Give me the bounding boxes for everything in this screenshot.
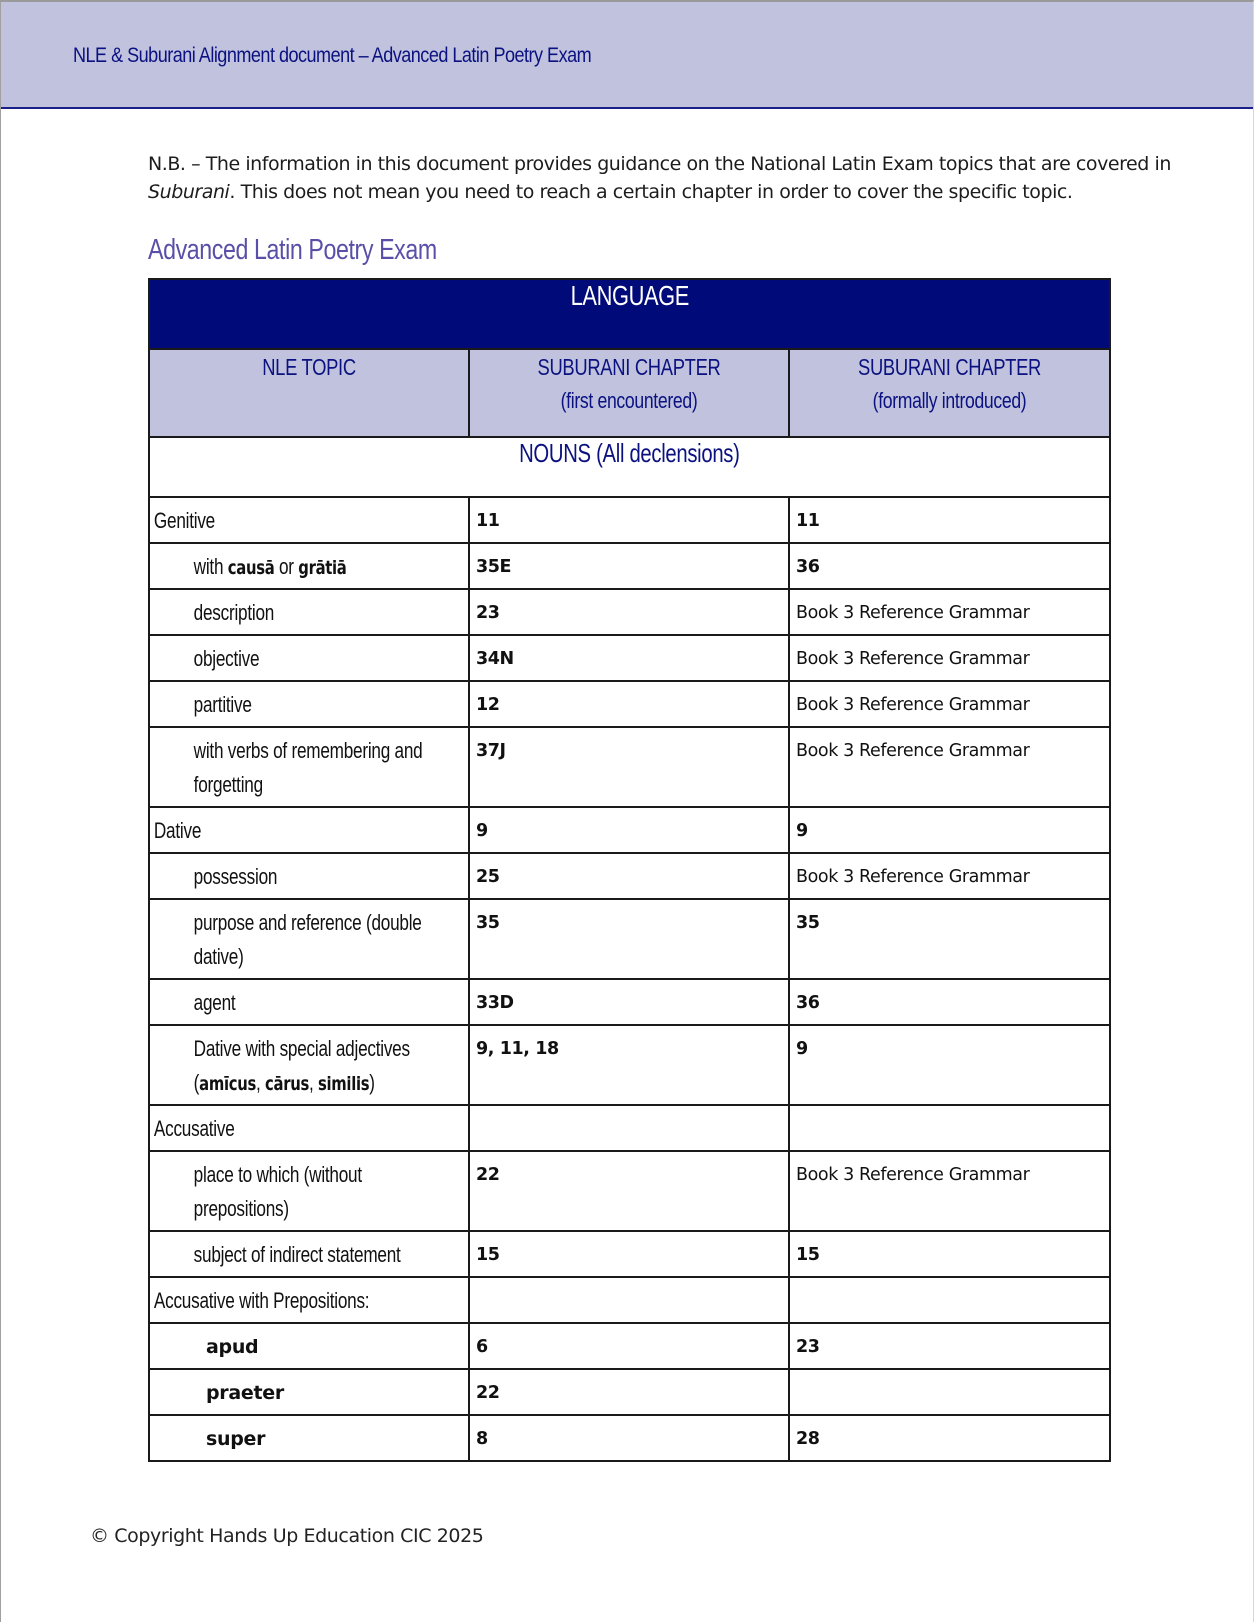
first-encountered-cell <box>469 1323 789 1369</box>
topic-label: agent <box>193 990 236 1015</box>
topic-cell <box>149 497 469 543</box>
formally-introduced-cell <box>789 1025 1110 1105</box>
formally-introduced-cell <box>789 1277 1110 1323</box>
column-headers <box>149 349 1110 437</box>
first-encountered-cell <box>469 1105 789 1151</box>
formally-introduced-cell <box>789 1415 1110 1461</box>
section-title: Advanced Latin Poetry Exam <box>148 234 437 266</box>
first-encountered-cell <box>469 589 789 635</box>
first-encountered-cell <box>469 1415 789 1461</box>
topic-label: Dative <box>153 818 202 843</box>
note-suffix: . This does not mean you need to reach a certain chapter in order to cover the specific topic. <box>229 181 1073 203</box>
first-encountered-cell <box>469 807 789 853</box>
chapter-value: 8 <box>476 1429 488 1449</box>
topic-label: with verbs of remembering and forgetting <box>193 738 423 797</box>
formally-introduced-cell <box>789 543 1110 589</box>
topic-label: super <box>206 1428 266 1450</box>
document-title: NLE & Suburani Alignment document – Advanced Latin Poetry Exam <box>73 44 592 67</box>
chapter-value: 6 <box>476 1337 488 1357</box>
first-encountered-cell <box>469 1025 789 1105</box>
chapter-value: 11 <box>476 511 500 531</box>
note-prefix: N.B. – The information in this document provides guidance on the National Latin Exam topics that are covered in <box>148 153 1171 175</box>
topic-cell <box>149 899 469 979</box>
first-encountered-cell <box>469 899 789 979</box>
topic-label: objective <box>193 646 260 671</box>
topic-label: description <box>193 600 275 625</box>
alignment-table <box>148 278 1111 1462</box>
topic-label: purpose and reference (double dative) <box>193 910 422 969</box>
chapter-value: 36 <box>796 557 820 577</box>
topic-label: place to which (without prepositions) <box>193 1162 362 1221</box>
chapter-value: 33D <box>476 993 514 1013</box>
chapter-value <box>790 1370 1109 1383</box>
chapter-value: Book 3 Reference Grammar <box>796 741 1030 761</box>
chapter-value: 22 <box>476 1383 500 1403</box>
chapter-value: 36 <box>796 993 820 1013</box>
first-encountered-cell <box>469 681 789 727</box>
chapter-value: 11 <box>796 511 820 531</box>
first-encountered-cell <box>469 1277 789 1323</box>
chapter-value: 15 <box>476 1245 500 1265</box>
chapter-value: 35 <box>796 913 820 933</box>
first-encountered-cell <box>469 543 789 589</box>
guidance-note <box>148 150 1208 206</box>
topic-label: Genitive <box>153 508 215 533</box>
topic-cell <box>149 979 469 1025</box>
first-encountered-cell <box>469 979 789 1025</box>
formally-introduced-cell <box>789 1231 1110 1277</box>
table-row <box>149 1025 1110 1105</box>
chapter-value: 35 <box>476 913 500 933</box>
topic-cell <box>149 589 469 635</box>
first-encountered-cell <box>469 727 789 807</box>
chapter-value: Book 3 Reference Grammar <box>796 695 1030 715</box>
topic-cell <box>149 727 469 807</box>
chapter-value <box>790 1106 1109 1119</box>
chapter-value: Book 3 Reference Grammar <box>796 1165 1030 1185</box>
first-encountered-cell <box>469 1231 789 1277</box>
chapter-value: 15 <box>796 1245 820 1265</box>
topic-cell <box>149 853 469 899</box>
table-row <box>149 853 1110 899</box>
topic-label: with causā or grātiā <box>193 554 347 579</box>
formally-introduced-cell <box>789 899 1110 979</box>
topic-label: Accusative with Prepositions: <box>153 1288 370 1313</box>
chapter-value: 37J <box>476 741 506 761</box>
chapter-value: 23 <box>796 1337 820 1357</box>
table-row <box>149 727 1110 807</box>
topic-label: praeter <box>206 1382 284 1404</box>
formally-introduced-cell <box>789 807 1110 853</box>
topic-cell <box>149 1415 469 1461</box>
table-row <box>149 589 1110 635</box>
topic-cell <box>149 1105 469 1151</box>
table-row <box>149 1277 1110 1323</box>
note-italic: Suburani <box>148 181 230 203</box>
table-row <box>149 1231 1110 1277</box>
table-row <box>149 1369 1110 1415</box>
chapter-value: 22 <box>476 1165 500 1185</box>
chapter-value: Book 3 Reference Grammar <box>796 603 1030 623</box>
first-encountered-cell <box>469 1151 789 1231</box>
table-row <box>149 807 1110 853</box>
formally-introduced-cell <box>789 1151 1110 1231</box>
column-header-topic: NLE TOPIC <box>149 349 469 437</box>
first-encountered-cell <box>469 853 789 899</box>
chapter-value: Book 3 Reference Grammar <box>796 867 1030 887</box>
chapter-value <box>470 1278 788 1291</box>
formally-introduced-cell <box>789 681 1110 727</box>
chapter-value: 9 <box>476 821 488 841</box>
formally-introduced-cell <box>789 853 1110 899</box>
topic-cell <box>149 807 469 853</box>
formally-introduced-cell <box>789 497 1110 543</box>
page-header <box>1 2 1253 109</box>
topic-cell <box>149 1369 469 1415</box>
table-row <box>149 497 1110 543</box>
formally-introduced-cell <box>789 1369 1110 1415</box>
topic-label: Accusative <box>153 1116 235 1141</box>
first-encountered-cell <box>469 1369 789 1415</box>
topic-cell <box>149 543 469 589</box>
chapter-value <box>790 1278 1109 1291</box>
table-row <box>149 979 1110 1025</box>
formally-introduced-cell <box>789 1323 1110 1369</box>
table-row <box>149 681 1110 727</box>
chapter-value: 9, 11, 18 <box>476 1039 559 1059</box>
chapter-value: 9 <box>796 821 808 841</box>
topic-cell <box>149 635 469 681</box>
topic-cell <box>149 681 469 727</box>
table-row <box>149 635 1110 681</box>
chapter-value: 25 <box>476 867 500 887</box>
topic-label: subject of indirect statement <box>193 1242 401 1267</box>
topic-cell <box>149 1025 469 1105</box>
chapter-value: 35E <box>476 557 512 577</box>
chapter-value: Book 3 Reference Grammar <box>796 649 1030 669</box>
formally-introduced-cell <box>789 589 1110 635</box>
formally-introduced-cell <box>789 727 1110 807</box>
topic-label: partitive <box>193 692 252 717</box>
group-label: NOUNS (All declensions) <box>519 438 740 468</box>
column-header-formal: SUBURANI CHAPTER (formally introduced) <box>789 349 1110 437</box>
copyright-footer: © Copyright Hands Up Education CIC 2025 <box>90 1525 484 1547</box>
group-row <box>149 437 1110 497</box>
topic-label: possession <box>193 864 278 889</box>
chapter-value: 23 <box>476 603 500 623</box>
formally-introduced-cell <box>789 1105 1110 1151</box>
topic-cell <box>149 1231 469 1277</box>
table-row <box>149 1323 1110 1369</box>
chapter-value: 12 <box>476 695 500 715</box>
table-row <box>149 1151 1110 1231</box>
table-row <box>149 1415 1110 1461</box>
chapter-value: 9 <box>796 1039 808 1059</box>
topic-label: apud <box>206 1336 259 1358</box>
chapter-value: 34N <box>476 649 514 669</box>
first-encountered-cell <box>469 497 789 543</box>
language-band <box>149 279 1110 349</box>
chapter-value: 28 <box>796 1429 820 1449</box>
topic-label: Dative with special adjectives (amīcus, cārus, similis) <box>193 1036 410 1095</box>
topic-cell <box>149 1277 469 1323</box>
topic-cell <box>149 1323 469 1369</box>
chapter-value <box>470 1106 788 1119</box>
topic-cell <box>149 1151 469 1231</box>
formally-introduced-cell <box>789 979 1110 1025</box>
formally-introduced-cell <box>789 635 1110 681</box>
language-label: LANGUAGE <box>570 280 689 311</box>
first-encountered-cell <box>469 635 789 681</box>
table-row <box>149 1105 1110 1151</box>
table-row <box>149 899 1110 979</box>
column-header-first: SUBURANI CHAPTER (first encountered) <box>469 349 789 437</box>
table-row <box>149 543 1110 589</box>
